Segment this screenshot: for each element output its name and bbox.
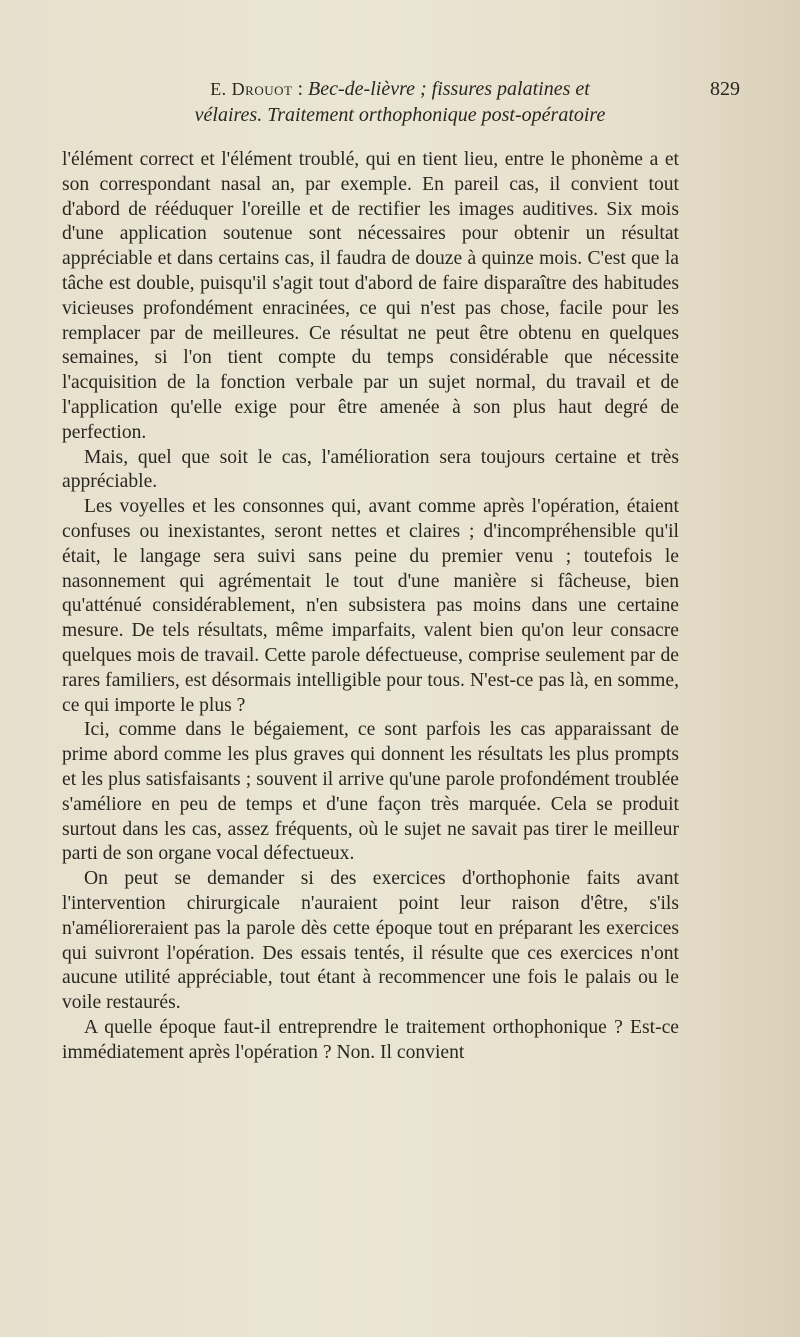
paragraph-3: Les voyelles et les consonnes qui, avant comme après l'opération, étaient confuses ou inexistantes, seront nettes et claires ; d'incompréhensible qu'il était, le langage sera suivi sans peine du premier venu ; toutefois le nasonnement qui agrémentait le tout d'une manière si fâcheuse, bien qu'atténué considérablement, n'en subsistera pas moins dans une certaine mesure. De tels résultats, même imparfaits, valent bien qu'on leur consacre quelques mois de travail. Cette parole défectueuse, comprise seulement par de rares familiers, est désormais intelligible pour tous. N'est-ce pas là, en somme, ce qui importe le plus ? (62, 496, 679, 716)
paragraph-5: On peut se demander si des exercices d'orthophonie faits avant l'intervention chirurgicale n'auraient point leur raison d'être, s'ils n'amélioreraient pas la parole dès cette époque tout en préparant les exercices qui suivront l'opération. Des essais tentés, il résulte que ces exercices n'ont aucune utilité appréciable, tout étant à recommencer une fois le palais ou le voile restaurés. (62, 868, 679, 1014)
paragraph-4: Ici, comme dans le bégaiement, ce sont parfois les cas apparaissant de prime abord comme les plus graves qui donnent les résultats les plus prompts et les plus satisfaisants ; souvent il arrive qu'une parole profondément troublée s'améliore en peu de temps et d'une façon très marquée. Cela se produit surtout dans les cas, assez fréquents, où le sujet ne savait pas tirer le meilleur parti de son organe vocal défectueux. (62, 719, 679, 865)
paragraph-1: l'élément correct et l'élément troublé, qui en tient lieu, entre le phonème a et son correspondant nasal an, par exemple. En pareil cas, il convient tout d'abord de rééduquer l'oreille et de rectifier les images auditives. Six mois d'une application soutenue sont nécessaires pour obtenir un résultat appréciable et dans certains cas, il faudra de douze à quinze mois. C'est que la tâche est double, puisqu'il s'agit tout d'abord de faire disparaître des habitudes vicieuses profondément enracinées, ce qui n'est pas chose, facile pour les remplacer par de meilleures. Ce résultat ne peut être obtenu en quelques semaines, si l'on tient compte du temps considérable que nécessite l'acquisition de la fonction verbale par un sujet normal, du travail et de l'application qu'elle exige pour être amenée à son plus haut degré de perfection. (62, 149, 679, 443)
header-title-line-1: Bec-de-lièvre ; fissures palatines et (308, 78, 590, 100)
header-title-line-2: vélaires. Traitement orthophonique post-opératoire (194, 104, 606, 126)
page-number: 829 (710, 78, 740, 100)
header-author: E. Drouot (210, 79, 293, 99)
running-header (60, 76, 740, 128)
paragraph-2: Mais, quel que soit le cas, l'amélioration sera toujours certaine et très appréciable. (62, 446, 679, 493)
header-separator: : (292, 78, 309, 100)
body-text (62, 148, 679, 1065)
paragraph-6: A quelle époque faut-il entreprendre le traitement orthophonique ? Est-ce immédiatement après l'opération ? Non. Il convient (62, 1016, 679, 1063)
header-line-1 (60, 76, 740, 102)
